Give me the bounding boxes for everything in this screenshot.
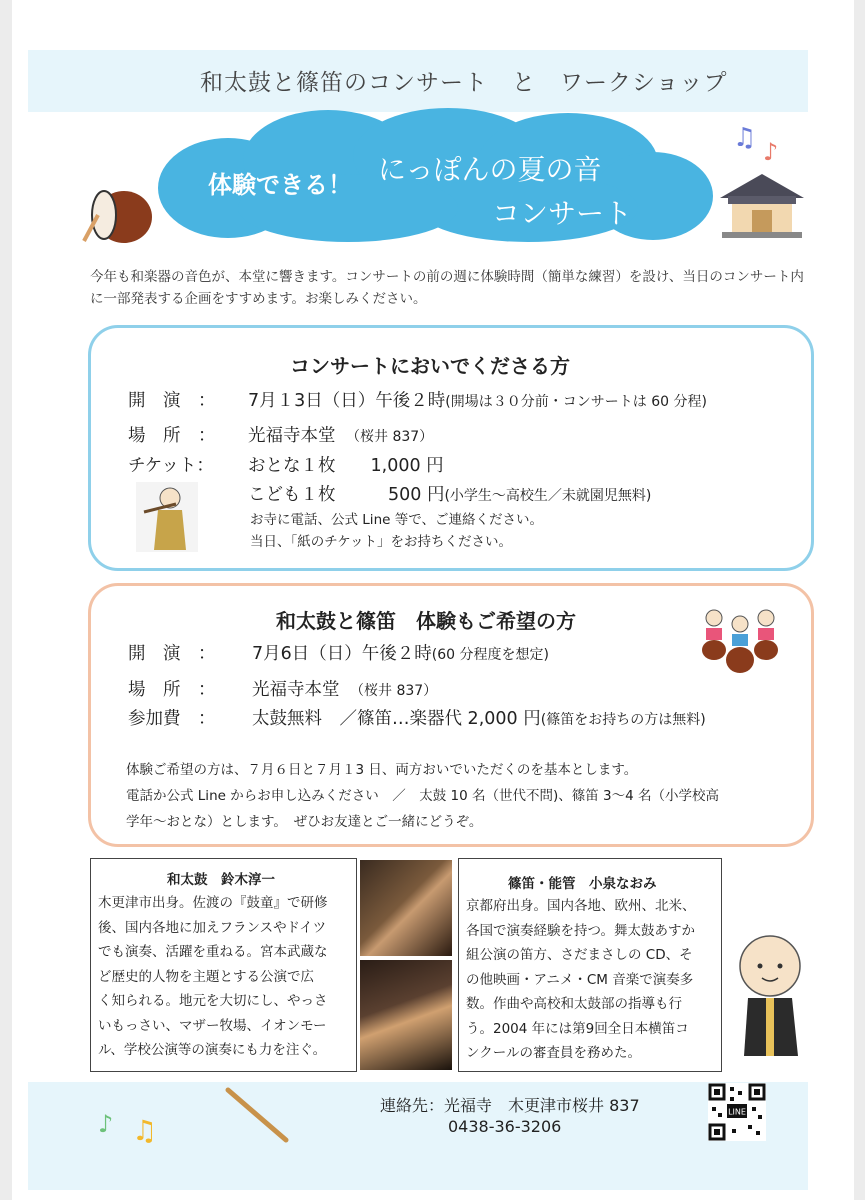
workshop-place-note: （桜井 837） (357, 683, 438, 699)
monk-icon (734, 932, 810, 1064)
performer-bio: 京都府出身。国内各地、欧州、北米、 各国で演奏経験を持つ。舞太鼓あすか 組公演の笛方、さだまさしの CD、そ の他映画・アニメ・CM 音楽で演奏多 数。作曲や高校和太鼓部の指導も行 う。2004 年には第9回全日本横笛コ ンクールの審査員を務めた。 (466, 898, 696, 1061)
concert-place-label: 場 所 ： (128, 426, 216, 446)
performer-bio: 木更津市出身。佐渡の『鼓童』で研修 後、国内各地に加えフランスやドイツ でも演奏、活躍を重ねる。宮本武蔵な ど歴史的人物を主題とする公演で広 く知られる。地元を大切にし、やっさ いもっさい、マザー牧場、イオンモー ル、学校公演等の演奏にも力を注ぐ。 (98, 895, 328, 1058)
workshop-fee-label: 参加費 ： (128, 709, 216, 729)
flute-player-icon (136, 482, 198, 552)
workshop-fee-value: 太鼓無料 ／篠笛…楽器代 2,000 円(篠笛をお持ちの方は無料) (252, 709, 706, 729)
performer-name: 和太鼓 鈴木淳一 (167, 872, 275, 888)
concert-ticket-label: チケット： (128, 456, 214, 476)
concert-date-label: 開 演 ： (128, 391, 216, 411)
page-title: 和太鼓と篠笛のコンサート と ワークショップ (200, 70, 728, 96)
workshop-place-label: 場 所 ： (128, 680, 216, 700)
hero-line2: にっぽんの夏の音 (378, 153, 602, 186)
workshop-date-note: (60 分程度を想定) (431, 647, 549, 663)
workshop-note-1: 体験ご希望の方は、７月６日と７月１3 日、両方おいでいただくのを基本とします。 (126, 762, 638, 778)
workshop-place-value: 光福寺本堂 （桜井 837） (252, 680, 438, 700)
concert-note-2: 当日、「紙のチケット」をお持ちください。 (250, 534, 513, 550)
taiko-drum-icon (80, 185, 156, 249)
performer-name: 篠笛・能管 小泉なおみ (508, 876, 657, 892)
temple-icon (714, 168, 810, 240)
workshop-date-label: 開 演 ： (128, 644, 216, 664)
music-notes-icon (96, 1104, 174, 1144)
workshop-heading: 和太鼓と篠笛 体験もご希望の方 (276, 609, 576, 633)
drummers-icon (698, 600, 782, 676)
line-qr-code-icon[interactable] (708, 1083, 766, 1141)
taiko-performer-photo (360, 960, 452, 1070)
ticket-child: こども１枚 500 円(小学生～高校生／未就園児無料) (248, 485, 652, 505)
contact-phone[interactable]: 0438-36-3206 (448, 1117, 562, 1136)
workshop-note-3: 学年～おとな）とします。 ぜひお友達とご一緒にどうぞ。 (126, 814, 483, 830)
contact-info: 連絡先：光福寺 木更津市桜井 837 (380, 1096, 640, 1115)
svg-text:♫: ♫ (132, 1114, 158, 1144)
hero-line3: コンサート (492, 197, 633, 230)
qr-line-label: LINE (728, 1107, 746, 1117)
workshop-note-2: 電話か公式 Line からお申し込みください ／ 太鼓 10 名（世代不問)、篠笛 3～4 名（小学校高 (126, 788, 720, 804)
concert-note-1: お寺に電話、公式 Line 等で、ご連絡ください。 (250, 512, 543, 528)
intro-text: 今年も和楽器の音色が、本堂に響きます。コンサートの前の週に体験時間（簡単な練習）を設け、当日のコンサート内に一部発表する企画をすすめます。お楽しみください。 (90, 269, 804, 307)
flute-performer-photo (360, 860, 452, 956)
concert-date-value: 7月１3日（日）午後２時(開場は３０分前・コンサートは 60 分程) (248, 391, 707, 411)
shinobue-flute-icon (224, 1086, 290, 1144)
hero-line1: 体験できる！ (208, 171, 352, 199)
ticket-child-note: (小学生～高校生／未就園児無料) (444, 488, 652, 504)
ticket-adult: おとな１枚 1,000 円 (248, 456, 444, 476)
concert-heading: コンサートにおいでくださる方 (290, 354, 570, 378)
concert-date-note: (開場は３０分前・コンサートは 60 分程) (445, 394, 707, 410)
svg-text:♪: ♪ (98, 1110, 114, 1138)
concert-place-value: 光福寺本堂 （桜井 837） (248, 426, 434, 446)
svg-text:♫: ♫ (733, 123, 757, 153)
concert-place-note: （桜井 837） (353, 429, 434, 445)
workshop-date-value: 7月6日（日）午後２時(60 分程度を想定) (252, 644, 549, 664)
music-notes-icon (733, 120, 789, 164)
svg-text:♪: ♪ (763, 138, 779, 164)
workshop-fee-note: (篠笛をお持ちの方は無料) (540, 712, 706, 728)
